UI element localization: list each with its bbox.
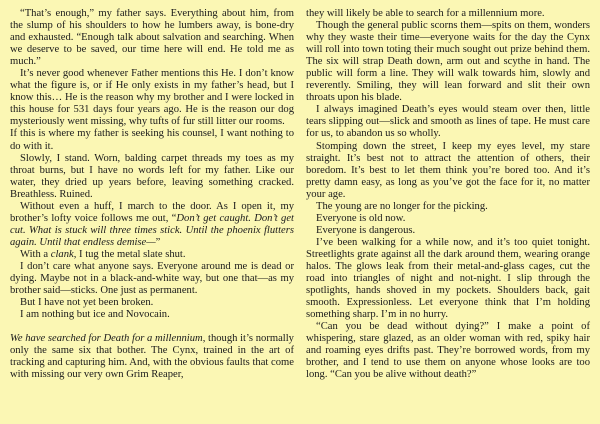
paragraph: I’ve been walking for a while now, and it’s too quiet tonight. Streetlights grate against all the dark around them, wearing orange halos. The glows leak from their metal-and-glass cages, cut the road into triangles of night and not-night. I slip through the spotlights, hands shoved in my pockets. Shoulders back, gait smooth. Expressionless. Let everyone think that I’m holding something sharp. I’m in no hurry.	[306, 236, 590, 321]
text-run: With a	[20, 248, 51, 260]
paragraph: “Can you be dead without dying?” I make a point of whispering, stare glazed, as an older woman with red, spiky hair and roaming eyes drifts past. They’re borrowed words, from my brother, and I tend to use them on anyone whose looks are too long. “Can you be alive without death?”	[306, 321, 590, 381]
paragraph	[10, 201, 294, 249]
text-run: ”	[155, 236, 161, 248]
paragraph	[10, 249, 294, 261]
right-column	[306, 8, 590, 424]
paragraph: It’s never good whenever Father mentions this He. I don’t know what the figure is, or if He only exists in my father’s head, but I know this… He is the reason why my brother and I were locked in this house for 531 days four years ago. He is the reason our dog mysteriously went missing, why tufts of fur still litter our rooms.	[10, 68, 294, 128]
paragraph: I always imagined Death’s eyes would steam over then, little tears slipping out—slick and smooth as lines of tape. He must care for us, to abandon us so wholly.	[306, 104, 590, 140]
italic-quote: Don’t get caught. Don’t get cut. What is stuck will three times stick. Until the phoenix flutters again. Until that endless demise—	[10, 212, 294, 248]
paragraph: “That’s enough,” my father says. Everything about him, from the slump of his shoulders to how he lumbers away, is bone-dry and exhausted. “Enough talk about salvation and searching. When we deserve to be saved, our time here will end. He told me as much.”	[10, 8, 294, 68]
paragraph: But I have not yet been broken.	[20, 297, 154, 309]
paragraph: Everyone is dangerous.	[316, 224, 416, 236]
paragraph	[10, 333, 294, 381]
paragraph: If this is where my father is seeking his counsel, I want nothing to do with it.	[10, 128, 294, 152]
paragraph: I don’t care what anyone says. Everyone around me is dead or dying. Maybe not in a black-and-white way, but one that—as my brother said—sticks. One just as permanent.	[10, 260, 294, 297]
text-run: , though it’s normally only the same six that bother. The Cynx, trained in the art of tracking and capturing him. And, with the obvious faults that come with missing our very own Grim Reaper,	[10, 333, 294, 381]
paragraph: they will likely be able to search for a millennium more.	[306, 8, 545, 19]
paragraph: The young are no longer for the picking.	[316, 200, 488, 212]
text-run: , I tug the metal slate shut.	[73, 248, 186, 260]
paragraph: Slowly, I stand. Worn, balding carpet threads my toes as my throat burns, but I have no words left for my father. Like our water, they dried up years before, leaving something cracked. Breathless. Ruined.	[10, 152, 294, 200]
paragraph: Everyone is old now.	[316, 212, 406, 224]
italic-lead: We have searched for Death for a millennium	[10, 333, 203, 345]
paragraph: I am nothing but ice and Novocain.	[20, 309, 170, 321]
paragraph: Stomping down the street, I keep my eyes level, my stare straight. It’s best not to attract the attention of others, their boredom. It’s best to let them think you’re bored too. And it’s pretty damn easy, as long as you’ve got the face for it, no matter your age.	[306, 140, 590, 200]
text-run: Without even a huff, I march to the door. As I open it, my brother’s lofty voice follows me out, “	[10, 200, 294, 224]
left-column	[10, 8, 294, 424]
italic-word: clank	[50, 248, 74, 260]
paragraph: Though the general public scorns them—spits on them, wonders why they waste their time—everyone waits for the day the Cynx will roll into town toting their much sought out prize behind them. The six will strap Death down, arm out and scythe in hand. The public will form a line. They will walk towards him, slowly and reverently. Smiling, they will lean forward and slit their own throats upon his blade.	[306, 20, 590, 104]
